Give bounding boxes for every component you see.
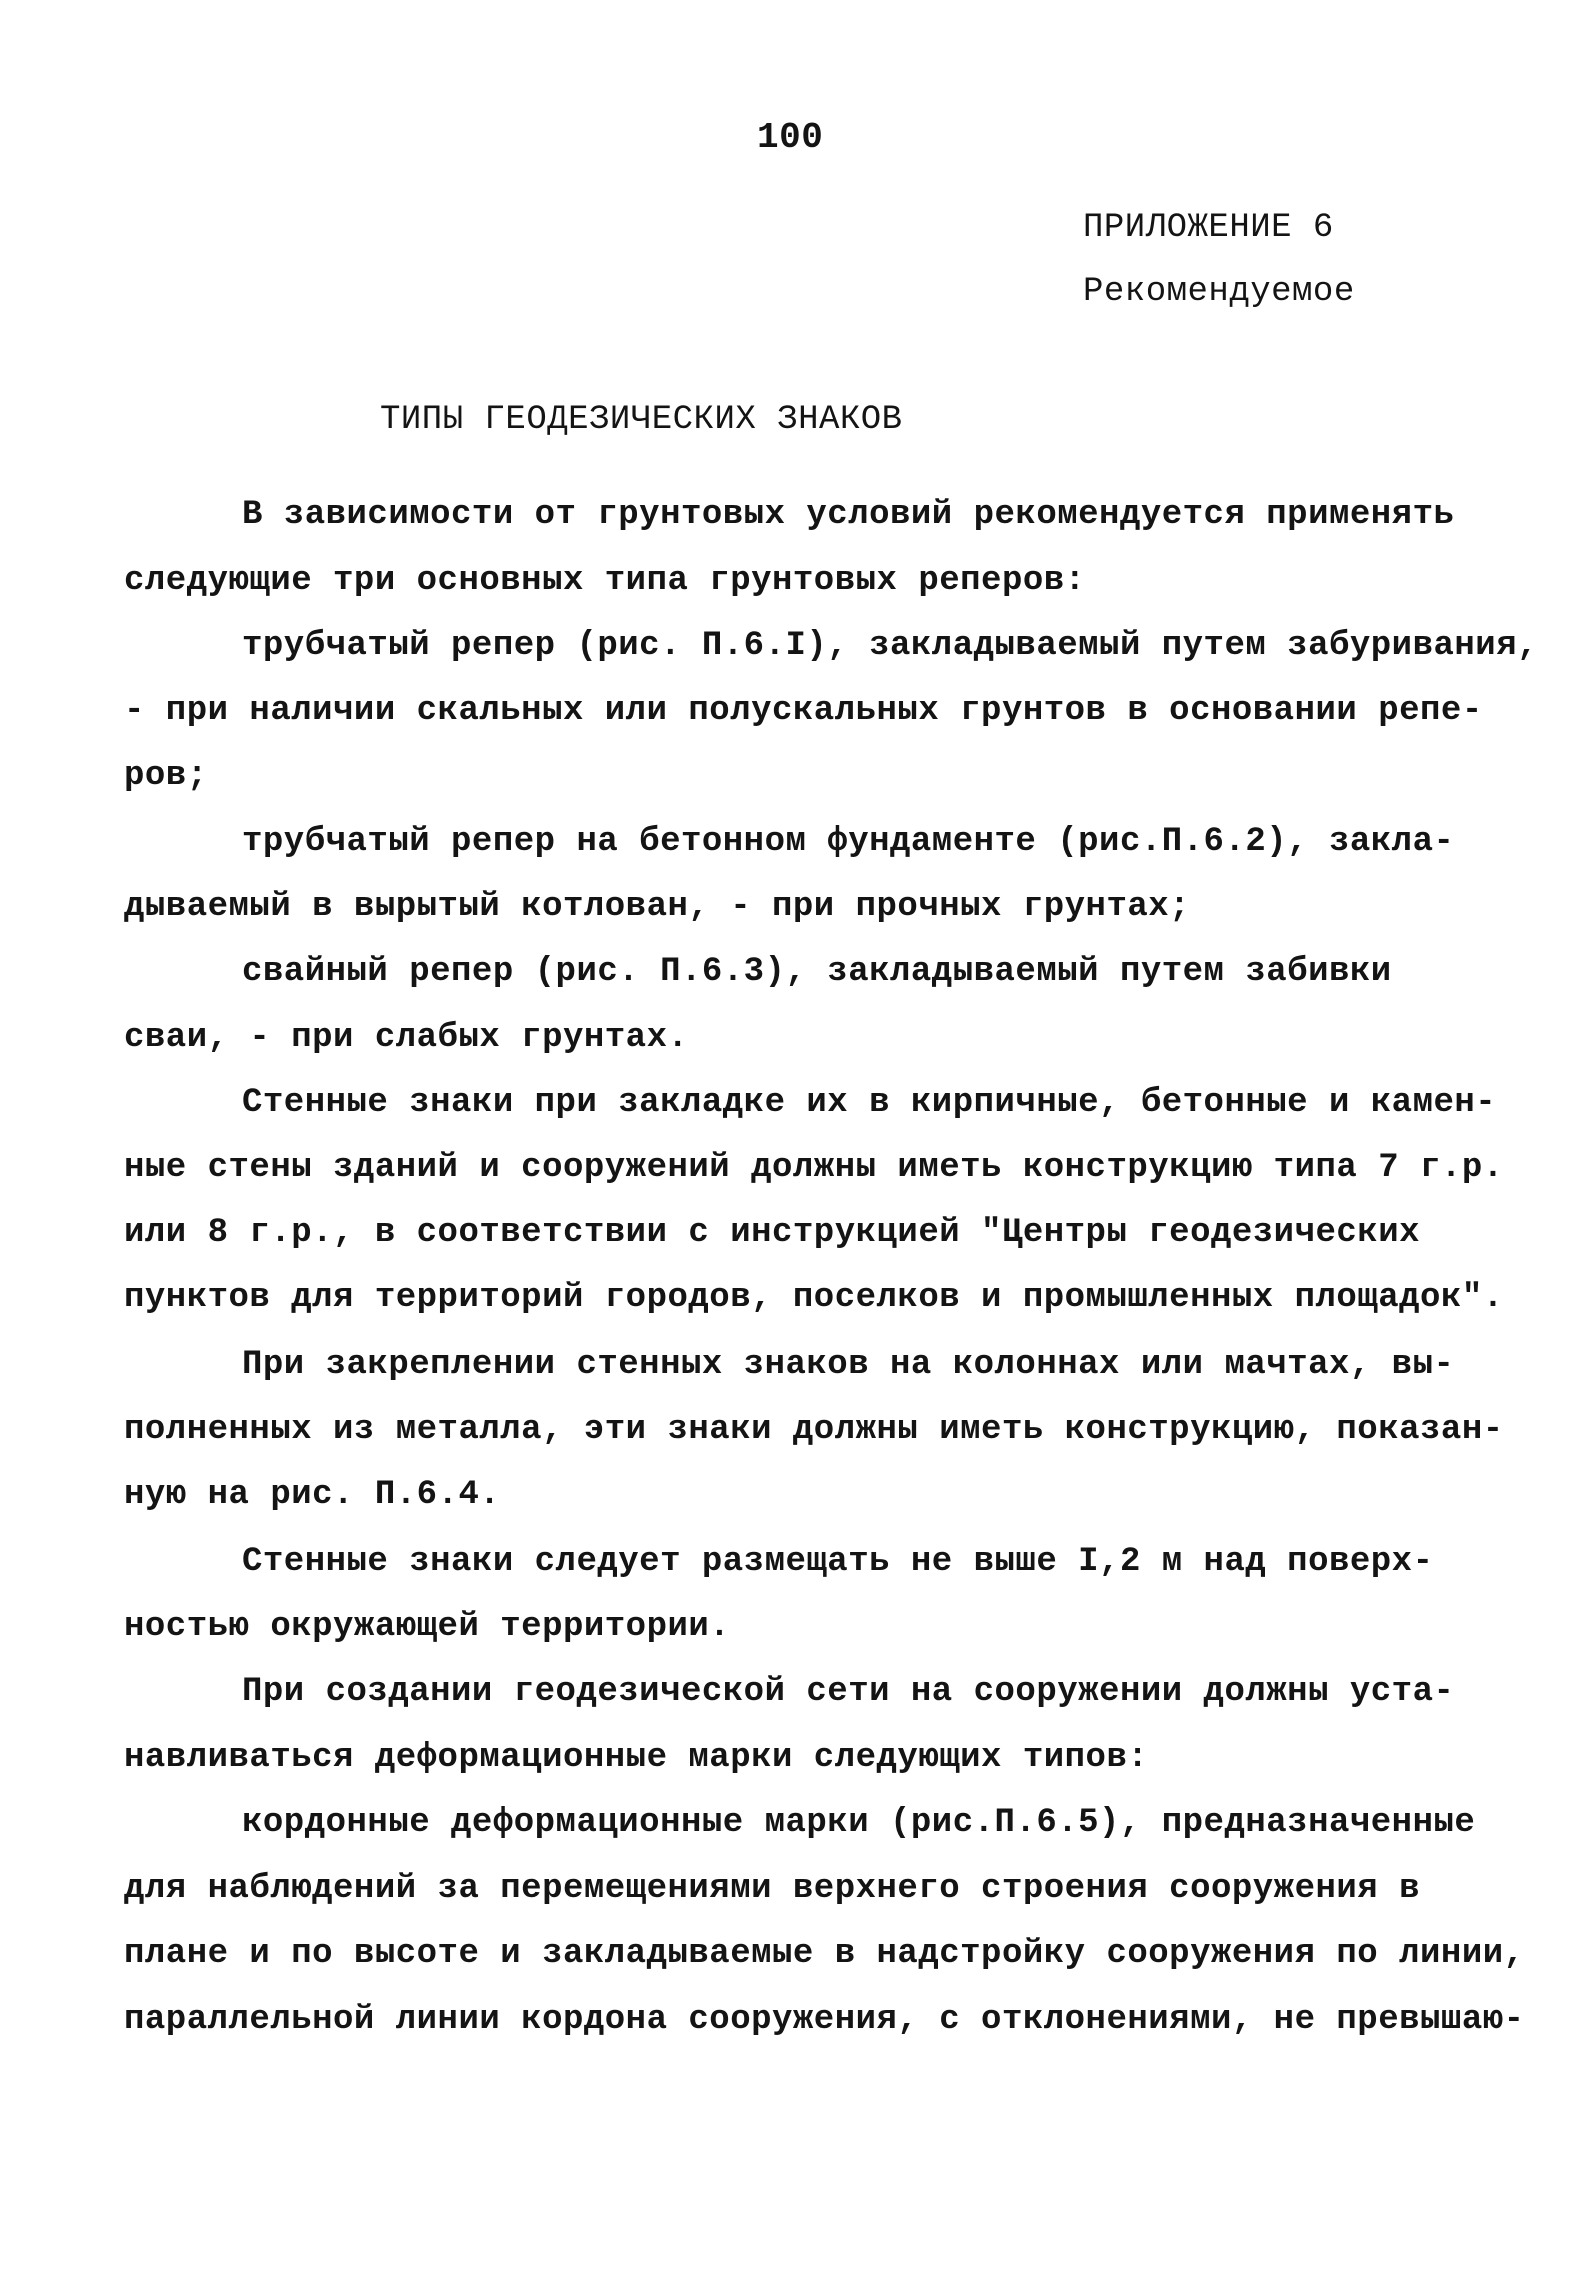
body-line: Стенные знаки следует размещать не выше I,2 м над поверх-: [242, 1543, 1434, 1581]
body-line: для наблюдений за перемещениями верхнего строения сооружения в: [124, 1870, 1421, 1908]
body-line: пунктов для территорий городов, поселков и промышленных площадок".: [124, 1279, 1504, 1317]
body-line: плане и по высоте и закладываемые в надстройку сооружения по линии,: [124, 1935, 1525, 1973]
body-line: - при наличии скальных или полускальных грунтов в основании репе-: [124, 692, 1483, 730]
body-line: или 8 г.р., в соответствии с инструкцией "Центры геодезических: [124, 1214, 1421, 1252]
body-line: полненных из металла, эти знаки должны иметь конструкцию, показан-: [124, 1411, 1504, 1449]
recommendation-status: Рекомендуемое: [1083, 273, 1355, 311]
body-line: ную на рис. П.6.4.: [124, 1476, 501, 1514]
body-line: ные стены зданий и сооружений должны иметь конструкцию типа 7 г.р.: [124, 1149, 1504, 1187]
body-line: следующие три основных типа грунтовых реперов:: [124, 562, 1086, 600]
body-line: свайный репер (рис. П.6.3), закладываемый путем забивки: [242, 953, 1392, 991]
body-line: ров;: [124, 757, 208, 795]
body-line: трубчатый репер (рис. П.6.I), закладываемый путем забуривания,: [242, 627, 1539, 665]
body-line: В зависимости от грунтовых условий рекомендуется применять: [242, 496, 1455, 534]
body-line: Стенные знаки при закладке их в кирпичные, бетонные и камен-: [242, 1084, 1497, 1122]
body-line: При закреплении стенных знаков на колоннах или мачтах, вы-: [242, 1346, 1455, 1384]
body-line: При создании геодезической сети на сооружении должны уста-: [242, 1673, 1455, 1711]
body-line: ностью окружающей территории.: [124, 1608, 731, 1646]
body-line: параллельной линии кордона сооружения, с отклонениями, не превышаю-: [124, 2001, 1525, 2039]
body-line: дываемый в вырытый котлован, - при прочных грунтах;: [124, 888, 1191, 926]
body-line: сваи, - при слабых грунтах.: [124, 1019, 689, 1057]
section-title: ТИПЫ ГЕОДЕЗИЧЕСКИХ ЗНАКОВ: [380, 401, 903, 439]
body-line: кордонные деформационные марки (рис.П.6.5), предназначенные: [242, 1804, 1476, 1842]
body-line: навливаться деформационные марки следующих типов:: [124, 1739, 1149, 1777]
page-number: 100: [757, 117, 824, 158]
appendix-label: ПРИЛОЖЕНИЕ 6: [1083, 209, 1334, 247]
body-line: трубчатый репер на бетонном фундаменте (рис.П.6.2), закла-: [242, 823, 1455, 861]
